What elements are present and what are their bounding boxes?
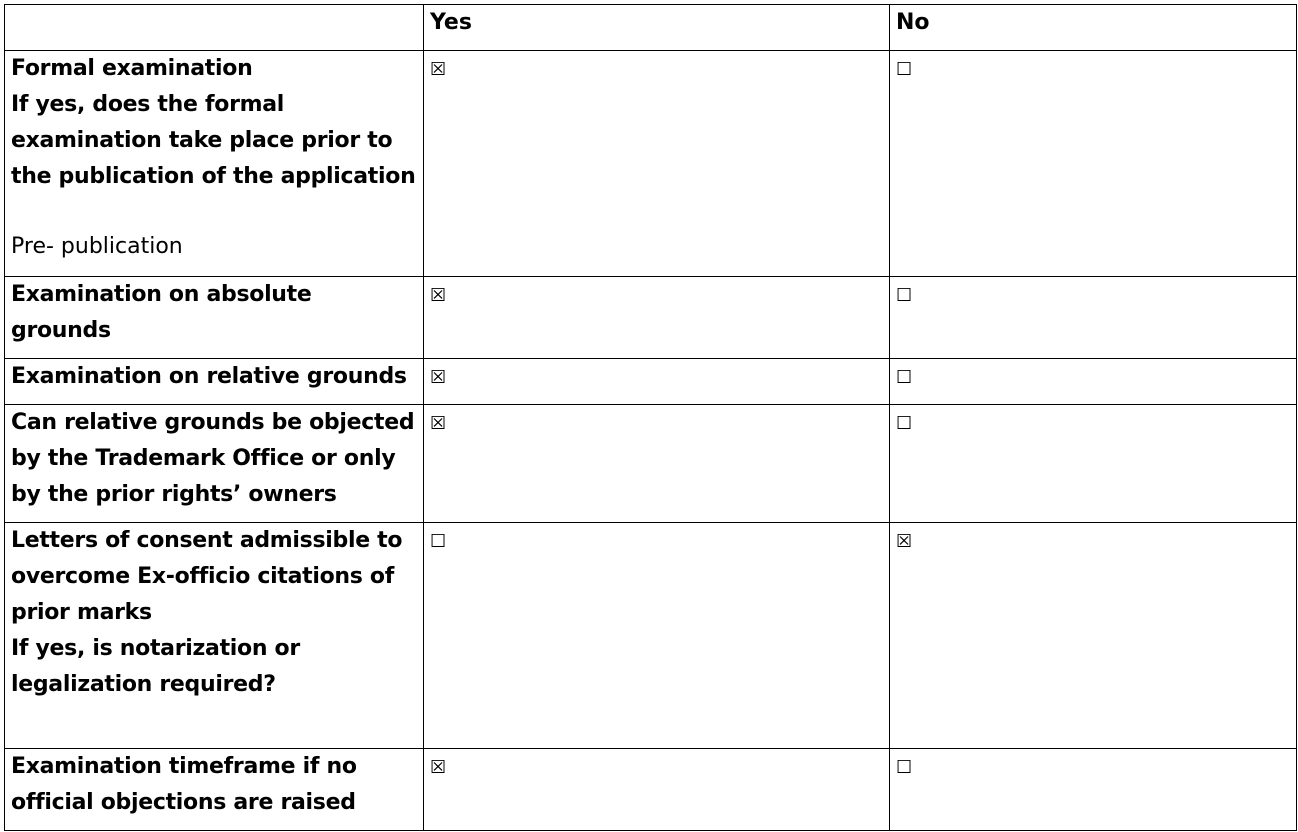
header-no: No bbox=[890, 5, 1297, 51]
question-cell bbox=[5, 51, 424, 277]
yes-cell bbox=[424, 523, 890, 749]
question-line: Can relative grounds be objected bbox=[11, 410, 415, 435]
no-cell bbox=[890, 359, 1297, 405]
question-line: the publication of the application bbox=[11, 164, 416, 189]
yes-cell bbox=[424, 405, 890, 523]
table-header-row bbox=[5, 5, 1297, 51]
question-line: If yes, is notarization or bbox=[11, 636, 300, 661]
yes-cell bbox=[424, 749, 890, 831]
question-line: Examination on absolute bbox=[11, 282, 312, 307]
no-cell bbox=[890, 277, 1297, 359]
question-cell bbox=[5, 277, 424, 359]
no-cell bbox=[890, 523, 1297, 749]
table-row bbox=[5, 749, 1297, 831]
header-question bbox=[5, 5, 424, 51]
header-yes: Yes bbox=[424, 5, 890, 51]
question-cell bbox=[5, 405, 424, 523]
no-checkbox[interactable]: ☐ bbox=[896, 413, 913, 434]
question-line: official objections are raised bbox=[11, 790, 356, 815]
answer-note: Pre- publication bbox=[11, 234, 183, 259]
yes-checkbox[interactable]: ☒ bbox=[430, 413, 447, 434]
question-line: Examination timeframe if no bbox=[11, 754, 357, 779]
question-line: prior marks bbox=[11, 600, 152, 625]
table-row bbox=[5, 405, 1297, 523]
question-cell bbox=[5, 359, 424, 405]
question-line: Examination on relative grounds bbox=[11, 364, 407, 389]
table-row bbox=[5, 277, 1297, 359]
yes-cell bbox=[424, 359, 890, 405]
question-line: legalization required? bbox=[11, 672, 276, 697]
yes-cell bbox=[424, 51, 890, 277]
no-cell bbox=[890, 405, 1297, 523]
no-cell bbox=[890, 51, 1297, 277]
no-checkbox[interactable]: ☐ bbox=[896, 367, 913, 388]
question-line: Formal examination bbox=[11, 56, 253, 81]
no-checkbox[interactable]: ☒ bbox=[896, 531, 913, 552]
question-line: Letters of consent admissible to bbox=[11, 528, 403, 553]
no-checkbox[interactable]: ☐ bbox=[896, 59, 913, 80]
no-checkbox[interactable]: ☐ bbox=[896, 757, 913, 778]
yes-checkbox[interactable]: ☒ bbox=[430, 59, 447, 80]
yes-checkbox[interactable]: ☒ bbox=[430, 367, 447, 388]
question-line: by the Trademark Office or only bbox=[11, 446, 396, 471]
table-row bbox=[5, 523, 1297, 749]
yes-checkbox[interactable]: ☒ bbox=[430, 285, 447, 306]
table-row bbox=[5, 51, 1297, 277]
question-line: by the prior rights’ owners bbox=[11, 482, 337, 507]
question-cell bbox=[5, 523, 424, 749]
yes-cell bbox=[424, 277, 890, 359]
no-checkbox[interactable]: ☐ bbox=[896, 285, 913, 306]
yes-checkbox[interactable]: ☐ bbox=[430, 531, 447, 552]
table-row bbox=[5, 359, 1297, 405]
question-cell bbox=[5, 749, 424, 831]
question-line: grounds bbox=[11, 318, 111, 343]
no-cell bbox=[890, 749, 1297, 831]
examination-table bbox=[4, 4, 1297, 831]
yes-checkbox[interactable]: ☒ bbox=[430, 757, 447, 778]
question-line: overcome Ex-officio citations of bbox=[11, 564, 395, 589]
question-line: If yes, does the formal bbox=[11, 92, 285, 117]
question-line: examination take place prior to bbox=[11, 128, 393, 153]
